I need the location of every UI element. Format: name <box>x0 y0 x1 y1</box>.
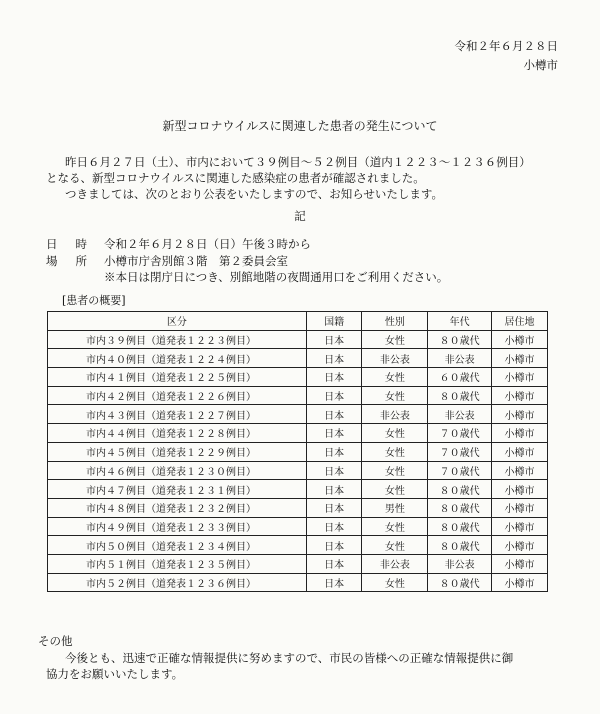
cell-category: 市内５０例目（道発表１２３４例目） <box>48 536 307 555</box>
table-row <box>48 330 548 349</box>
cell-sex: 非公表 <box>362 405 428 424</box>
cell-residence: 小樽市 <box>492 330 548 349</box>
place-note: ※本日は閉庁日につき、別館地階の夜間通用口をご利用ください。 <box>104 270 449 284</box>
cell-nationality: 日本 <box>306 424 362 443</box>
cell-age: ８０歳代 <box>428 536 492 555</box>
cell-nationality: 日本 <box>306 368 362 387</box>
cell-residence: 小樽市 <box>492 461 548 480</box>
place-label: 場所 <box>46 254 105 268</box>
table-row <box>48 536 548 555</box>
cell-sex: 女性 <box>362 573 428 592</box>
cell-nationality: 日本 <box>306 461 362 480</box>
cell-category: 市内３９例目（道発表１２２３例目） <box>48 330 307 349</box>
header-residence: 居住地 <box>492 312 548 331</box>
table-row <box>48 368 548 387</box>
cell-residence: 小樽市 <box>492 405 548 424</box>
cell-category: 市内４２例目（道発表１２２６例目） <box>48 386 307 405</box>
cell-category: 市内４５例目（道発表１２２９例目） <box>48 442 307 461</box>
other-line-2: 協力をお願いいたします。 <box>46 667 184 681</box>
table-header-row <box>48 312 548 331</box>
cell-residence: 小樽市 <box>492 517 548 536</box>
cell-nationality: 日本 <box>306 498 362 517</box>
cell-sex: 女性 <box>362 368 428 387</box>
cell-age: ７０歳代 <box>428 442 492 461</box>
intro-line-3: つきましては、次のとおり公表をいたしますので、お知らせいたします。 <box>65 187 444 201</box>
table-row <box>48 517 548 536</box>
cell-sex: 男性 <box>362 498 428 517</box>
cell-age: ８０歳代 <box>428 386 492 405</box>
cell-category: 市内５１例目（道発表１２３５例目） <box>48 554 307 573</box>
cell-age: ７０歳代 <box>428 461 492 480</box>
table-row <box>48 386 548 405</box>
cell-sex: 女性 <box>362 424 428 443</box>
issue-date: 令和２年６月２８日 <box>454 39 558 53</box>
cell-residence: 小樽市 <box>492 573 548 592</box>
datetime-label: 日時 <box>46 237 105 251</box>
cell-nationality: 日本 <box>306 442 362 461</box>
cell-sex: 女性 <box>362 536 428 555</box>
table-row <box>48 405 548 424</box>
cell-nationality: 日本 <box>306 349 362 368</box>
intro-line-2: となる、新型コロナウイルスに関連した感染症の患者が確認されました。 <box>46 171 425 185</box>
cell-sex: 女性 <box>362 330 428 349</box>
cell-residence: 小樽市 <box>492 480 548 499</box>
cell-residence: 小樽市 <box>492 424 548 443</box>
issuing-organization: 小樽市 <box>523 58 558 72</box>
table-row <box>48 573 548 592</box>
cell-age: ８０歳代 <box>428 330 492 349</box>
cell-nationality: 日本 <box>306 554 362 573</box>
cell-sex: 非公表 <box>362 349 428 368</box>
table-row <box>48 349 548 368</box>
cell-category: 市内４６例目（道発表１２３０例目） <box>48 461 307 480</box>
cell-nationality: 日本 <box>306 405 362 424</box>
ki-heading: 記 <box>294 209 306 223</box>
cell-nationality: 日本 <box>306 536 362 555</box>
cell-sex: 女性 <box>362 461 428 480</box>
cell-category: 市内４４例目（道発表１２２８例目） <box>48 424 307 443</box>
cell-age: ８０歳代 <box>428 517 492 536</box>
cell-age: 非公表 <box>428 554 492 573</box>
cell-residence: 小樽市 <box>492 386 548 405</box>
header-sex: 性別 <box>362 312 428 331</box>
cell-residence: 小樽市 <box>492 498 548 517</box>
cell-sex: 非公表 <box>362 554 428 573</box>
table-row <box>48 424 548 443</box>
patient-table <box>47 311 548 592</box>
cell-category: 市内４８例目（道発表１２３２例目） <box>48 498 307 517</box>
cell-category: 市内５２例目（道発表１２３６例目） <box>48 573 307 592</box>
cell-category: 市内４９例目（道発表１２３３例目） <box>48 517 307 536</box>
cell-category: 市内４７例目（道発表１２３１例目） <box>48 480 307 499</box>
intro-line-1: 昨日６月２７日（土）、市内において３９例目～５２例目（道内１２２３～１２３６例目） <box>65 155 531 169</box>
cell-residence: 小樽市 <box>492 442 548 461</box>
cell-age: 非公表 <box>428 405 492 424</box>
table-row <box>48 480 548 499</box>
other-line-1: 今後とも、迅速で正確な情報提供に努めますので、市民の皆様への正確な情報提供に御 <box>65 651 514 665</box>
cell-nationality: 日本 <box>306 330 362 349</box>
other-heading: その他 <box>38 634 73 648</box>
cell-category: 市内４０例目（道発表１２２４例目） <box>48 349 307 368</box>
header-age: 年代 <box>428 312 492 331</box>
cell-age: ６０歳代 <box>428 368 492 387</box>
cell-residence: 小樽市 <box>492 349 548 368</box>
cell-sex: 女性 <box>362 386 428 405</box>
patient-summary-label: [患者の概要] <box>62 294 126 307</box>
cell-category: 市内４１例目（道発表１２２５例目） <box>48 368 307 387</box>
cell-nationality: 日本 <box>306 480 362 499</box>
table-row <box>48 461 548 480</box>
cell-sex: 女性 <box>362 480 428 499</box>
datetime-value: 令和２年６月２８日（日）午後３時から <box>104 237 311 251</box>
table-row <box>48 498 548 517</box>
header-nationality: 国籍 <box>306 312 362 331</box>
document-title: 新型コロナウイルスに関連した患者の発生について <box>162 119 438 133</box>
place-value: 小樽市庁舎別館３階 第２委員会室 <box>104 254 288 268</box>
cell-age: 非公表 <box>428 349 492 368</box>
header-category: 区分 <box>48 312 307 331</box>
cell-nationality: 日本 <box>306 573 362 592</box>
cell-nationality: 日本 <box>306 386 362 405</box>
cell-sex: 女性 <box>362 442 428 461</box>
cell-age: ８０歳代 <box>428 480 492 499</box>
cell-sex: 女性 <box>362 517 428 536</box>
cell-residence: 小樽市 <box>492 368 548 387</box>
table-row <box>48 442 548 461</box>
cell-residence: 小樽市 <box>492 536 548 555</box>
cell-category: 市内４３例目（道発表１２２７例目） <box>48 405 307 424</box>
cell-age: ８０歳代 <box>428 573 492 592</box>
cell-age: ８０歳代 <box>428 498 492 517</box>
table-row <box>48 554 548 573</box>
cell-age: ７０歳代 <box>428 424 492 443</box>
cell-residence: 小樽市 <box>492 554 548 573</box>
cell-nationality: 日本 <box>306 517 362 536</box>
